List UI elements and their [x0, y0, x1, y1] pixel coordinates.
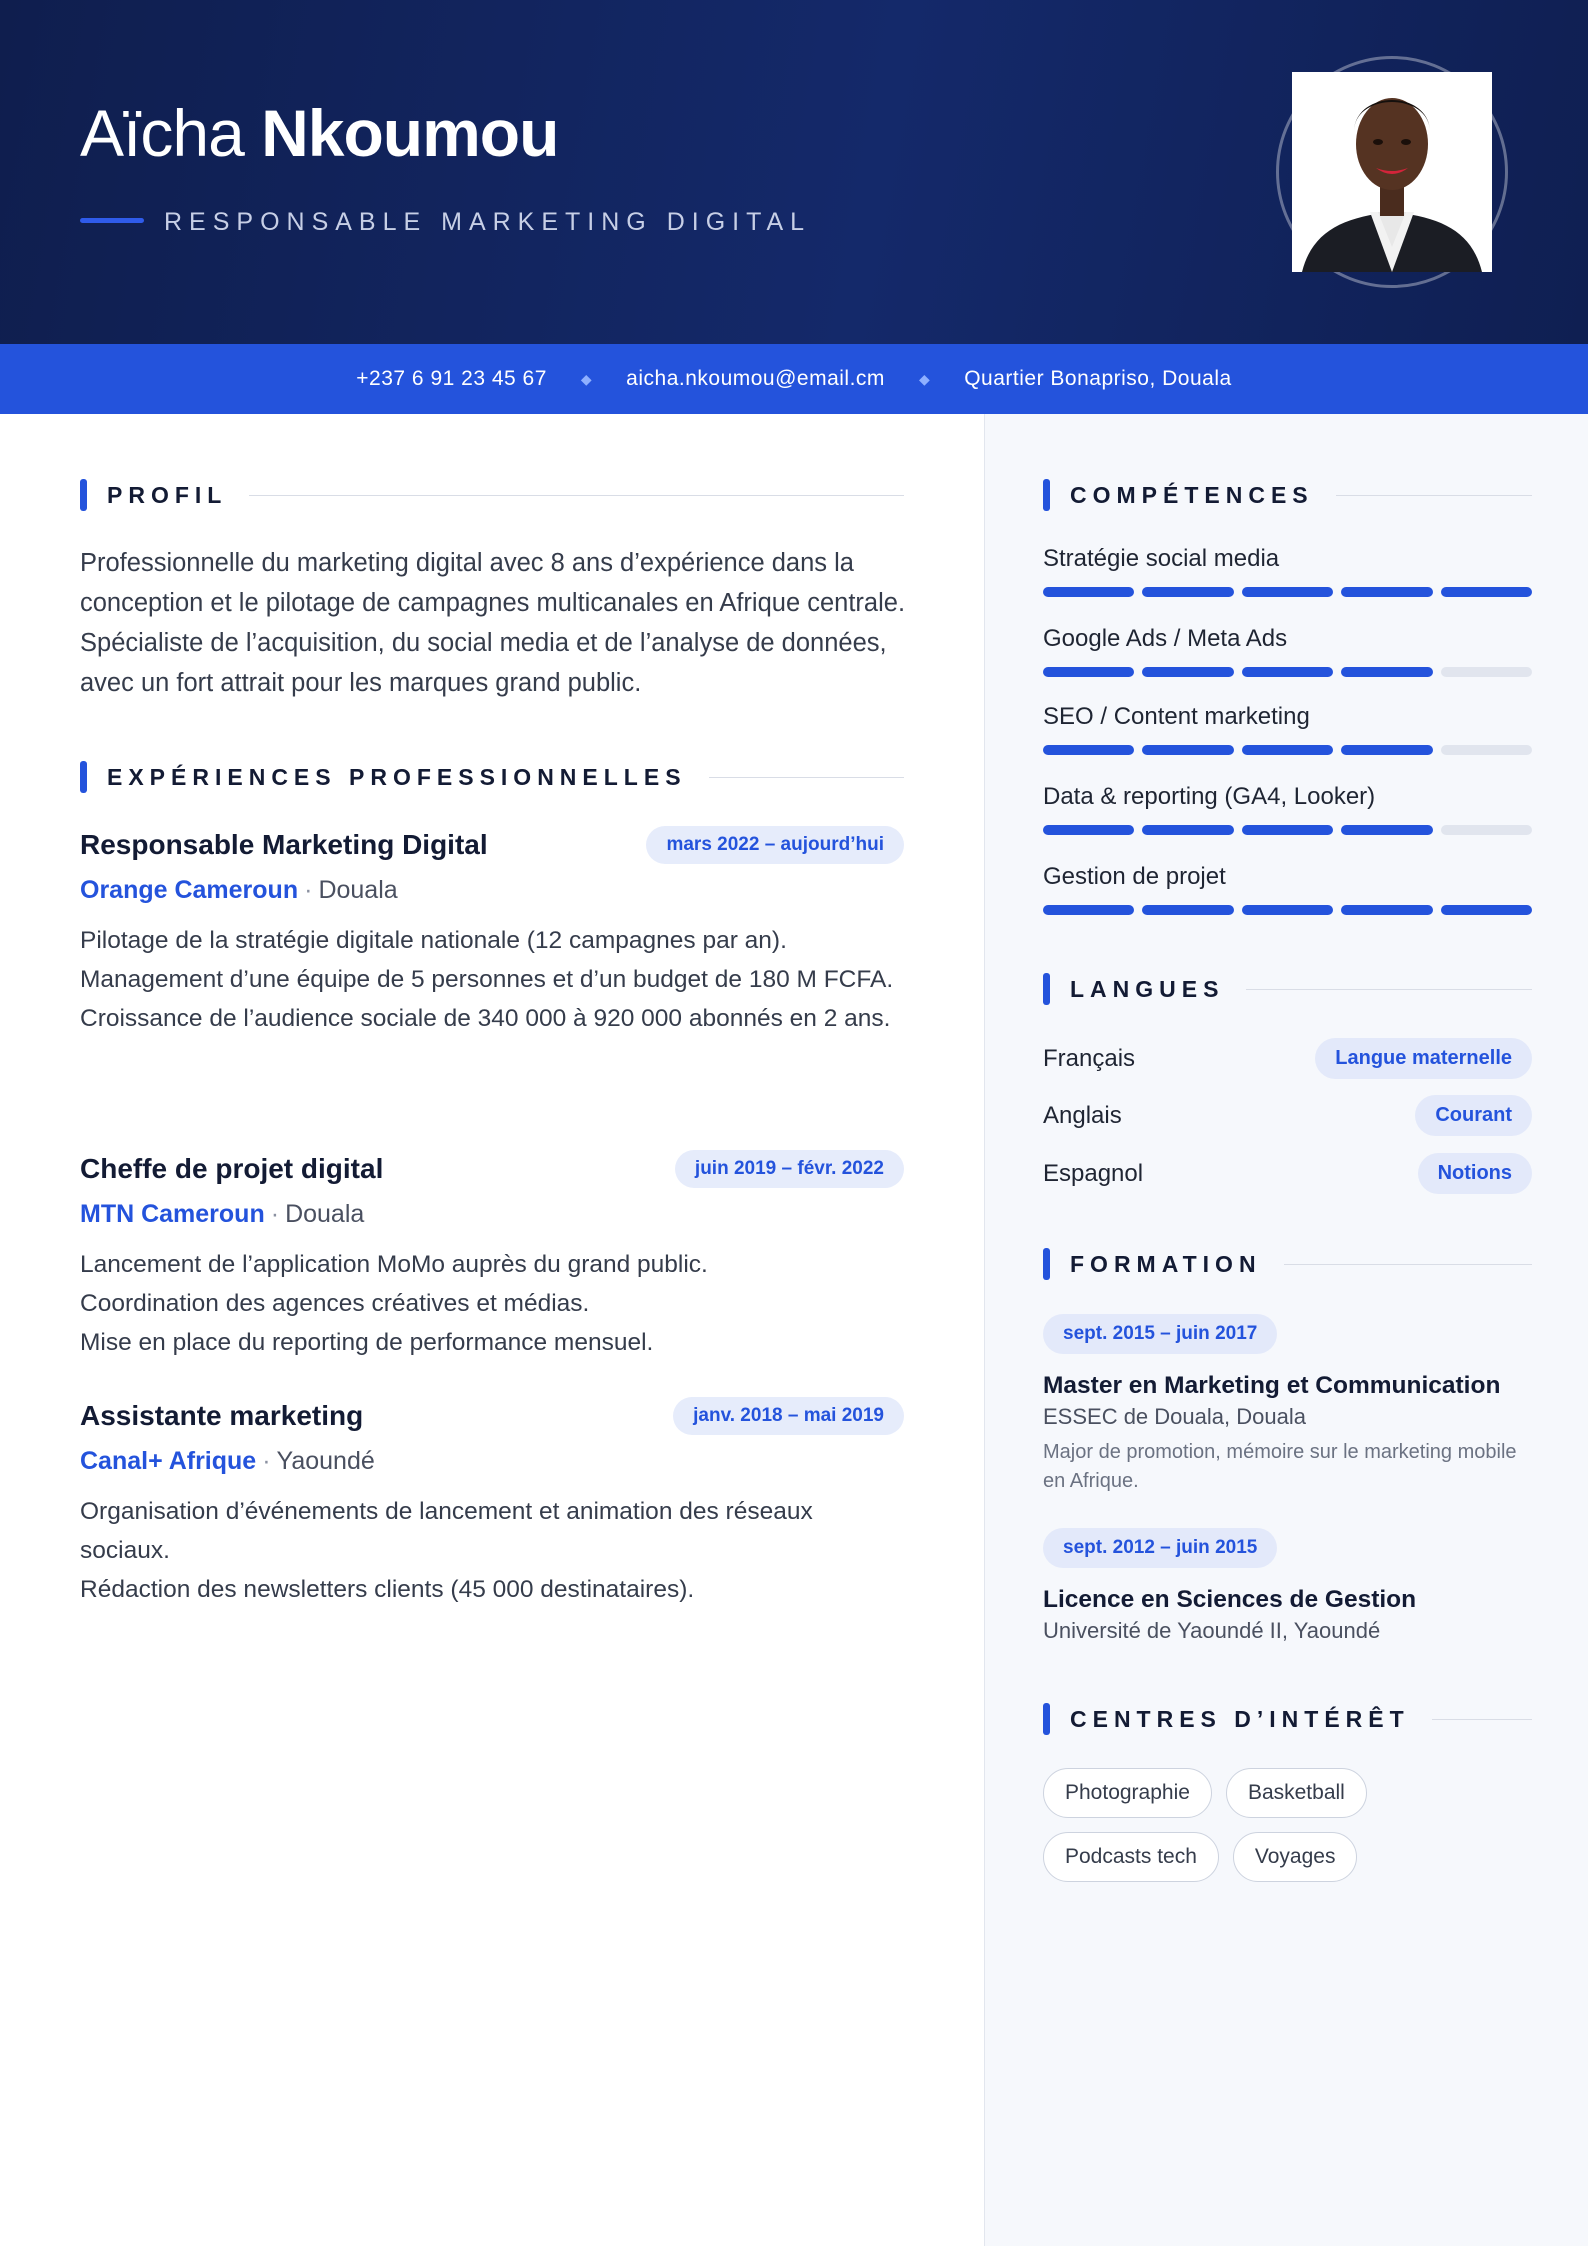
- heading-accent-bar: [1043, 1248, 1050, 1280]
- language-name: Français: [1043, 1044, 1136, 1072]
- job-dates-badge: juin 2019 – févr. 2022: [675, 1150, 904, 1188]
- section-title: PROFIL: [107, 481, 228, 508]
- education-heading: [1043, 1248, 1532, 1280]
- language-item: [1043, 1153, 1532, 1194]
- interest-tag: Podcasts tech: [1043, 1832, 1219, 1882]
- first-name: Aïcha: [80, 96, 244, 170]
- experience-item: [80, 1397, 904, 1609]
- skill-item: [1043, 625, 1532, 677]
- job-role: Assistante marketing: [80, 1400, 364, 1431]
- skill-level-segment: [1142, 905, 1233, 915]
- language-level-badge: Notions: [1418, 1153, 1532, 1194]
- section-title: COMPÉTENCES: [1070, 481, 1314, 508]
- skill-level-segment: [1142, 587, 1233, 597]
- skill-level-segment: [1441, 745, 1532, 755]
- education-dates-badge: sept. 2015 – juin 2017: [1043, 1314, 1277, 1354]
- contact-phone[interactable]: +237 6 91 23 45 67: [356, 367, 547, 390]
- dot-separator: ·: [262, 1447, 271, 1475]
- skill-level-bar: [1043, 905, 1532, 915]
- education-degree: Master en Marketing et Communication: [1043, 1372, 1501, 1399]
- profile-photo: [1292, 72, 1492, 272]
- job-location: Yaoundé: [276, 1447, 375, 1475]
- job-line: Management d’une équipe de 5 personnes et d’un budget de 180 M FCFA.: [80, 966, 894, 993]
- language-level-badge: Langue maternelle: [1315, 1038, 1532, 1079]
- job-title: RESPONSABLE MARKETING DIGITAL: [164, 208, 812, 236]
- interest-tag: Basketball: [1226, 1768, 1367, 1818]
- job-line: Croissance de l’audience sociale de 340 000 à 920 000 abonnés en 2 ans.: [80, 1005, 891, 1032]
- candidate-name: [80, 96, 559, 170]
- skill-level-bar: [1043, 667, 1532, 677]
- language-item: [1043, 1038, 1532, 1079]
- section-title: LANGUES: [1070, 975, 1225, 1002]
- heading-rule: [1336, 495, 1532, 496]
- skill-level-segment: [1441, 667, 1532, 677]
- education-item: [1043, 1314, 1543, 1496]
- skill-level-segment: [1043, 825, 1134, 835]
- skill-level-segment: [1441, 825, 1532, 835]
- skill-level-segment: [1341, 905, 1432, 915]
- skill-level-bar: [1043, 825, 1532, 835]
- job-org: [80, 1200, 904, 1229]
- heading-accent-bar: [1043, 973, 1050, 1005]
- job-location: Douala: [318, 876, 398, 904]
- profile-heading: [80, 479, 904, 511]
- job-line: Organisation d’événements de lancement et animation des réseaux sociaux.: [80, 1498, 813, 1564]
- interest-tag: Voyages: [1233, 1832, 1358, 1882]
- heading-accent-bar: [80, 761, 87, 793]
- skill-level-segment: [1242, 667, 1333, 677]
- interests-heading: [1043, 1703, 1532, 1735]
- language-item: [1043, 1095, 1532, 1136]
- heading-rule: [249, 495, 904, 496]
- title-accent-line: [80, 218, 144, 223]
- skill-item: [1043, 783, 1532, 835]
- section-title: CENTRES D’INTÉRÊT: [1070, 1705, 1410, 1732]
- language-name: Anglais: [1043, 1101, 1122, 1129]
- skill-level-bar: [1043, 587, 1532, 597]
- job-org: [80, 876, 904, 905]
- diamond-separator-icon: ◆: [580, 370, 593, 387]
- heading-accent-bar: [1043, 479, 1050, 511]
- job-role: Responsable Marketing Digital: [80, 829, 488, 860]
- experience-item: [80, 826, 904, 1038]
- skill-item: [1043, 703, 1532, 755]
- skill-level-segment: [1043, 905, 1134, 915]
- resume-header: [0, 0, 1588, 344]
- skill-level-segment: [1242, 745, 1333, 755]
- skill-item: [1043, 863, 1532, 915]
- heading-rule: [1246, 989, 1532, 990]
- job-line: Rédaction des newsletters clients (45 000 destinataires).: [80, 1576, 695, 1603]
- section-title: EXPÉRIENCES PROFESSIONNELLES: [107, 763, 687, 790]
- skill-level-segment: [1441, 587, 1532, 597]
- experience-item: [80, 1150, 904, 1362]
- skill-level-segment: [1341, 745, 1432, 755]
- interest-tags: [1043, 1768, 1543, 1882]
- education-item: [1043, 1528, 1543, 1644]
- language-level-badge: Courant: [1415, 1095, 1532, 1136]
- dot-separator: ·: [270, 1200, 280, 1228]
- skill-level-segment: [1043, 587, 1134, 597]
- job-line: Pilotage de la stratégie digitale nationale (12 campagnes par an).: [80, 927, 787, 954]
- job-line: Lancement de l’application MoMo auprès du grand public.: [80, 1251, 708, 1278]
- skill-level-bar: [1043, 745, 1532, 755]
- job-location: Douala: [285, 1200, 365, 1228]
- contact-address: Quartier Bonapriso, Douala: [964, 367, 1232, 390]
- dot-separator: ·: [304, 876, 313, 904]
- heading-rule: [709, 777, 904, 778]
- heading-rule: [1432, 1719, 1532, 1720]
- skill-level-segment: [1341, 587, 1432, 597]
- skill-name: Stratégie social media: [1043, 545, 1280, 572]
- job-company: Canal+ Afrique: [80, 1447, 257, 1475]
- skill-level-segment: [1242, 825, 1333, 835]
- person-portrait-icon: [1292, 72, 1492, 272]
- skill-level-segment: [1341, 667, 1432, 677]
- skill-name: Google Ads / Meta Ads: [1043, 625, 1288, 652]
- job-dates-badge: mars 2022 – aujourd’hui: [646, 826, 904, 864]
- interest-tag: Photographie: [1043, 1768, 1212, 1818]
- experience-heading: [80, 761, 904, 793]
- skill-name: Data & reporting (GA4, Looker): [1043, 783, 1376, 810]
- skill-level-segment: [1242, 905, 1333, 915]
- heading-rule: [1284, 1264, 1532, 1265]
- job-description: [80, 1492, 904, 1609]
- job-dates-badge: janv. 2018 – mai 2019: [673, 1397, 904, 1435]
- education-school: ESSEC de Douala, Douala: [1043, 1404, 1306, 1429]
- contact-email[interactable]: aicha.nkoumou@email.cm: [626, 367, 885, 390]
- education-school: Université de Yaoundé II, Yaoundé: [1043, 1618, 1381, 1643]
- skills-heading: [1043, 479, 1532, 511]
- job-company: MTN Cameroun: [80, 1200, 265, 1228]
- skill-level-segment: [1142, 745, 1233, 755]
- job-description: [80, 921, 904, 1038]
- contact-bar: [0, 344, 1588, 414]
- skill-level-segment: [1142, 825, 1233, 835]
- education-dates-badge: sept. 2012 – juin 2015: [1043, 1528, 1277, 1568]
- section-title: FORMATION: [1070, 1250, 1262, 1277]
- last-name: Nkoumou: [261, 96, 559, 170]
- skill-name: SEO / Content marketing: [1043, 703, 1310, 730]
- job-line: Mise en place du reporting de performance mensuel.: [80, 1329, 654, 1356]
- skill-level-segment: [1142, 667, 1233, 677]
- education-note: Major de promotion, mémoire sur le marketing mobile en Afrique.: [1043, 1441, 1517, 1492]
- skill-level-segment: [1043, 667, 1134, 677]
- profile-text: Professionnelle du marketing digital avec 8 ans d’expérience dans la conception et le pilotage de campagnes multicanales en Afrique centrale. Spécialiste de l’acquisition, du social media et de l’analyse de données, avec un fort attrait pour les marques grand public.: [80, 549, 906, 697]
- job-line: Coordination des agences créatives et médias.: [80, 1290, 590, 1317]
- job-company: Orange Cameroun: [80, 876, 299, 904]
- skill-name: Gestion de projet: [1043, 863, 1226, 890]
- job-description: [80, 1245, 904, 1362]
- skill-level-segment: [1441, 905, 1532, 915]
- job-org: [80, 1447, 904, 1476]
- skill-level-segment: [1242, 587, 1333, 597]
- heading-accent-bar: [1043, 1703, 1050, 1735]
- skill-level-segment: [1341, 825, 1432, 835]
- languages-heading: [1043, 973, 1532, 1005]
- job-role: Cheffe de projet digital: [80, 1153, 384, 1184]
- skill-level-segment: [1043, 745, 1134, 755]
- heading-accent-bar: [80, 479, 87, 511]
- skill-item: [1043, 545, 1532, 597]
- education-degree: Licence en Sciences de Gestion: [1043, 1586, 1417, 1613]
- diamond-separator-icon: ◆: [918, 370, 931, 387]
- language-name: Espagnol: [1043, 1159, 1144, 1187]
